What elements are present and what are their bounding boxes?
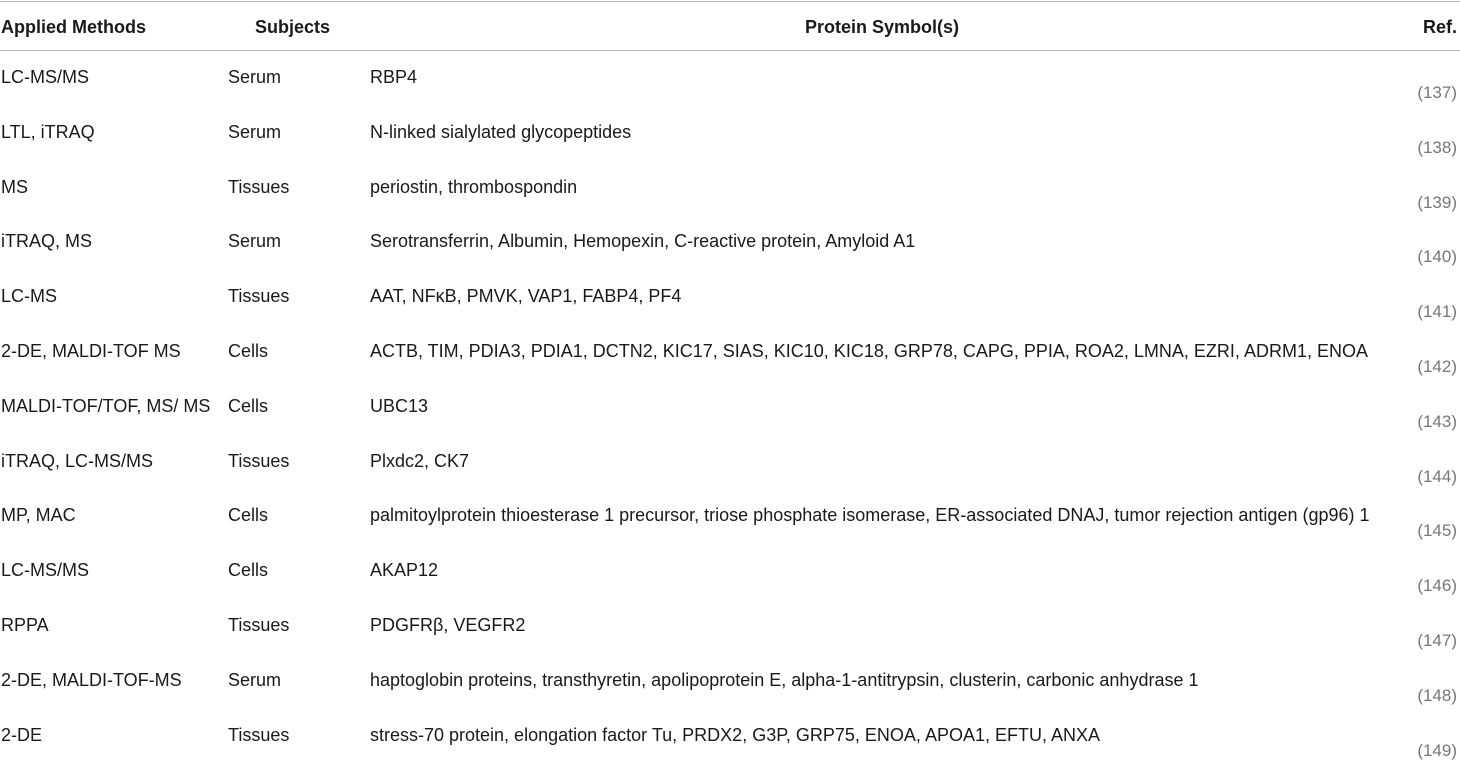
reference-link[interactable]: (144) — [1417, 466, 1457, 486]
applied-method-cell: iTRAQ, LC-MS/MS — [1, 450, 154, 471]
table-row — [0, 493, 1460, 548]
applied-method-cell: 2-DE — [1, 724, 43, 745]
table-row — [0, 658, 1460, 713]
protein-symbols-cell: PDGFRβ, VEGFR2 — [370, 614, 526, 635]
applied-method-cell: LC-MS/MS — [1, 560, 90, 581]
protein-symbols-cell: ACTB, TIM, PDIA3, PDIA1, DCTN2, KIC17, SIAS, KIC10, KIC18, GRP78, CAPG, PPIA, ROA2, LMNA, EZRI, ADRM1, ENOA — [370, 340, 1368, 361]
applied-method-cell: RPPA — [1, 614, 49, 635]
table-row — [0, 603, 1460, 658]
applied-method-cell: iTRAQ, MS — [1, 231, 93, 252]
table-row — [0, 548, 1460, 603]
protein-symbols-cell: RBP4 — [370, 67, 418, 87]
reference-link[interactable]: (149) — [1417, 740, 1457, 760]
header-applied-methods: Applied Methods — [1, 17, 146, 37]
table-row — [0, 329, 1460, 384]
table-row — [0, 439, 1460, 494]
subject-cell: Serum — [228, 121, 282, 142]
table-row — [0, 110, 1460, 165]
applied-method-cell: MALDI-TOF/TOF, MS/ MS — [1, 395, 211, 416]
applied-method-cell: LTL, iTRAQ — [1, 121, 95, 142]
reference-link[interactable]: (148) — [1417, 685, 1457, 705]
table-row — [0, 384, 1460, 439]
applied-method-cell: LC-MS/MS — [1, 67, 90, 87]
protein-symbols-cell: Serotransferrin, Albumin, Hemopexin, C-reactive protein, Amyloid A1 — [370, 231, 916, 252]
protein-symbols-cell: Plxdc2, CK7 — [370, 450, 470, 471]
subject-cell: Cells — [228, 505, 269, 526]
protein-symbols-cell: periostin, thrombospondin — [370, 176, 578, 197]
header-rule — [0, 50, 1460, 51]
subject-cell: Cells — [228, 560, 269, 581]
subject-cell: Serum — [228, 67, 282, 87]
table-row — [0, 165, 1460, 220]
header-ref: Ref. — [1422, 17, 1457, 37]
applied-method-cell: MS — [1, 176, 28, 197]
subject-cell: Cells — [228, 395, 269, 416]
applied-method-cell: 2-DE, MALDI-TOF-MS — [1, 669, 182, 690]
protein-symbols-cell: palmitoylprotein thioesterase 1 precursor, triose phosphate isomerase, ER-associated DNAJ, tumor rejection antigen (gp96) 1 — [370, 505, 1370, 526]
reference-link[interactable]: (142) — [1417, 356, 1457, 376]
table-row — [0, 274, 1460, 329]
reference-link[interactable]: (137) — [1417, 83, 1457, 102]
applied-method-cell: LC-MS — [1, 286, 58, 307]
protein-symbols-cell: AKAP12 — [370, 560, 439, 581]
applied-method-cell: MP, MAC — [1, 505, 76, 526]
reference-link[interactable]: (147) — [1417, 630, 1457, 650]
header-protein-symbols: Protein Symbol(s) — [805, 17, 960, 37]
subject-cell: Serum — [228, 231, 282, 252]
table-body — [0, 55, 1460, 767]
table-row — [0, 219, 1460, 274]
protein-symbols-cell: AAT, NFκB, PMVK, VAP1, FABP4, PF4 — [370, 286, 682, 307]
reference-link[interactable]: (139) — [1417, 192, 1457, 212]
table-row — [0, 55, 1460, 110]
subject-cell: Tissues — [228, 176, 290, 197]
subject-cell: Tissues — [228, 614, 290, 635]
reference-link[interactable]: (138) — [1417, 137, 1457, 157]
table-row — [0, 713, 1460, 768]
subject-cell: Tissues — [228, 286, 290, 307]
header-subjects: Subjects — [255, 17, 331, 37]
reference-link[interactable]: (143) — [1417, 411, 1457, 431]
subject-cell: Cells — [228, 340, 269, 361]
protein-symbols-cell: N-linked sialylated glycopeptides — [370, 121, 632, 142]
applied-method-cell: 2-DE, MALDI-TOF MS — [1, 340, 181, 361]
table-header — [0, 0, 1460, 50]
subject-cell: Tissues — [228, 450, 290, 471]
protein-symbols-cell: UBC13 — [370, 395, 429, 416]
reference-link[interactable]: (145) — [1417, 521, 1457, 541]
reference-link[interactable]: (141) — [1417, 302, 1457, 322]
reference-link[interactable]: (146) — [1417, 576, 1457, 596]
reference-link[interactable]: (140) — [1417, 247, 1457, 267]
subject-cell: Serum — [228, 669, 282, 690]
protein-symbols-cell: haptoglobin proteins, transthyretin, apolipoprotein E, alpha-1-antitrypsin, clusterin, carbonic anhydrase 1 — [370, 669, 1199, 690]
subject-cell: Tissues — [228, 724, 290, 745]
protein-symbols-cell: stress-70 protein, elongation factor Tu, PRDX2, G3P, GRP75, ENOA, APOA1, EFTU, ANXA — [370, 724, 1100, 745]
